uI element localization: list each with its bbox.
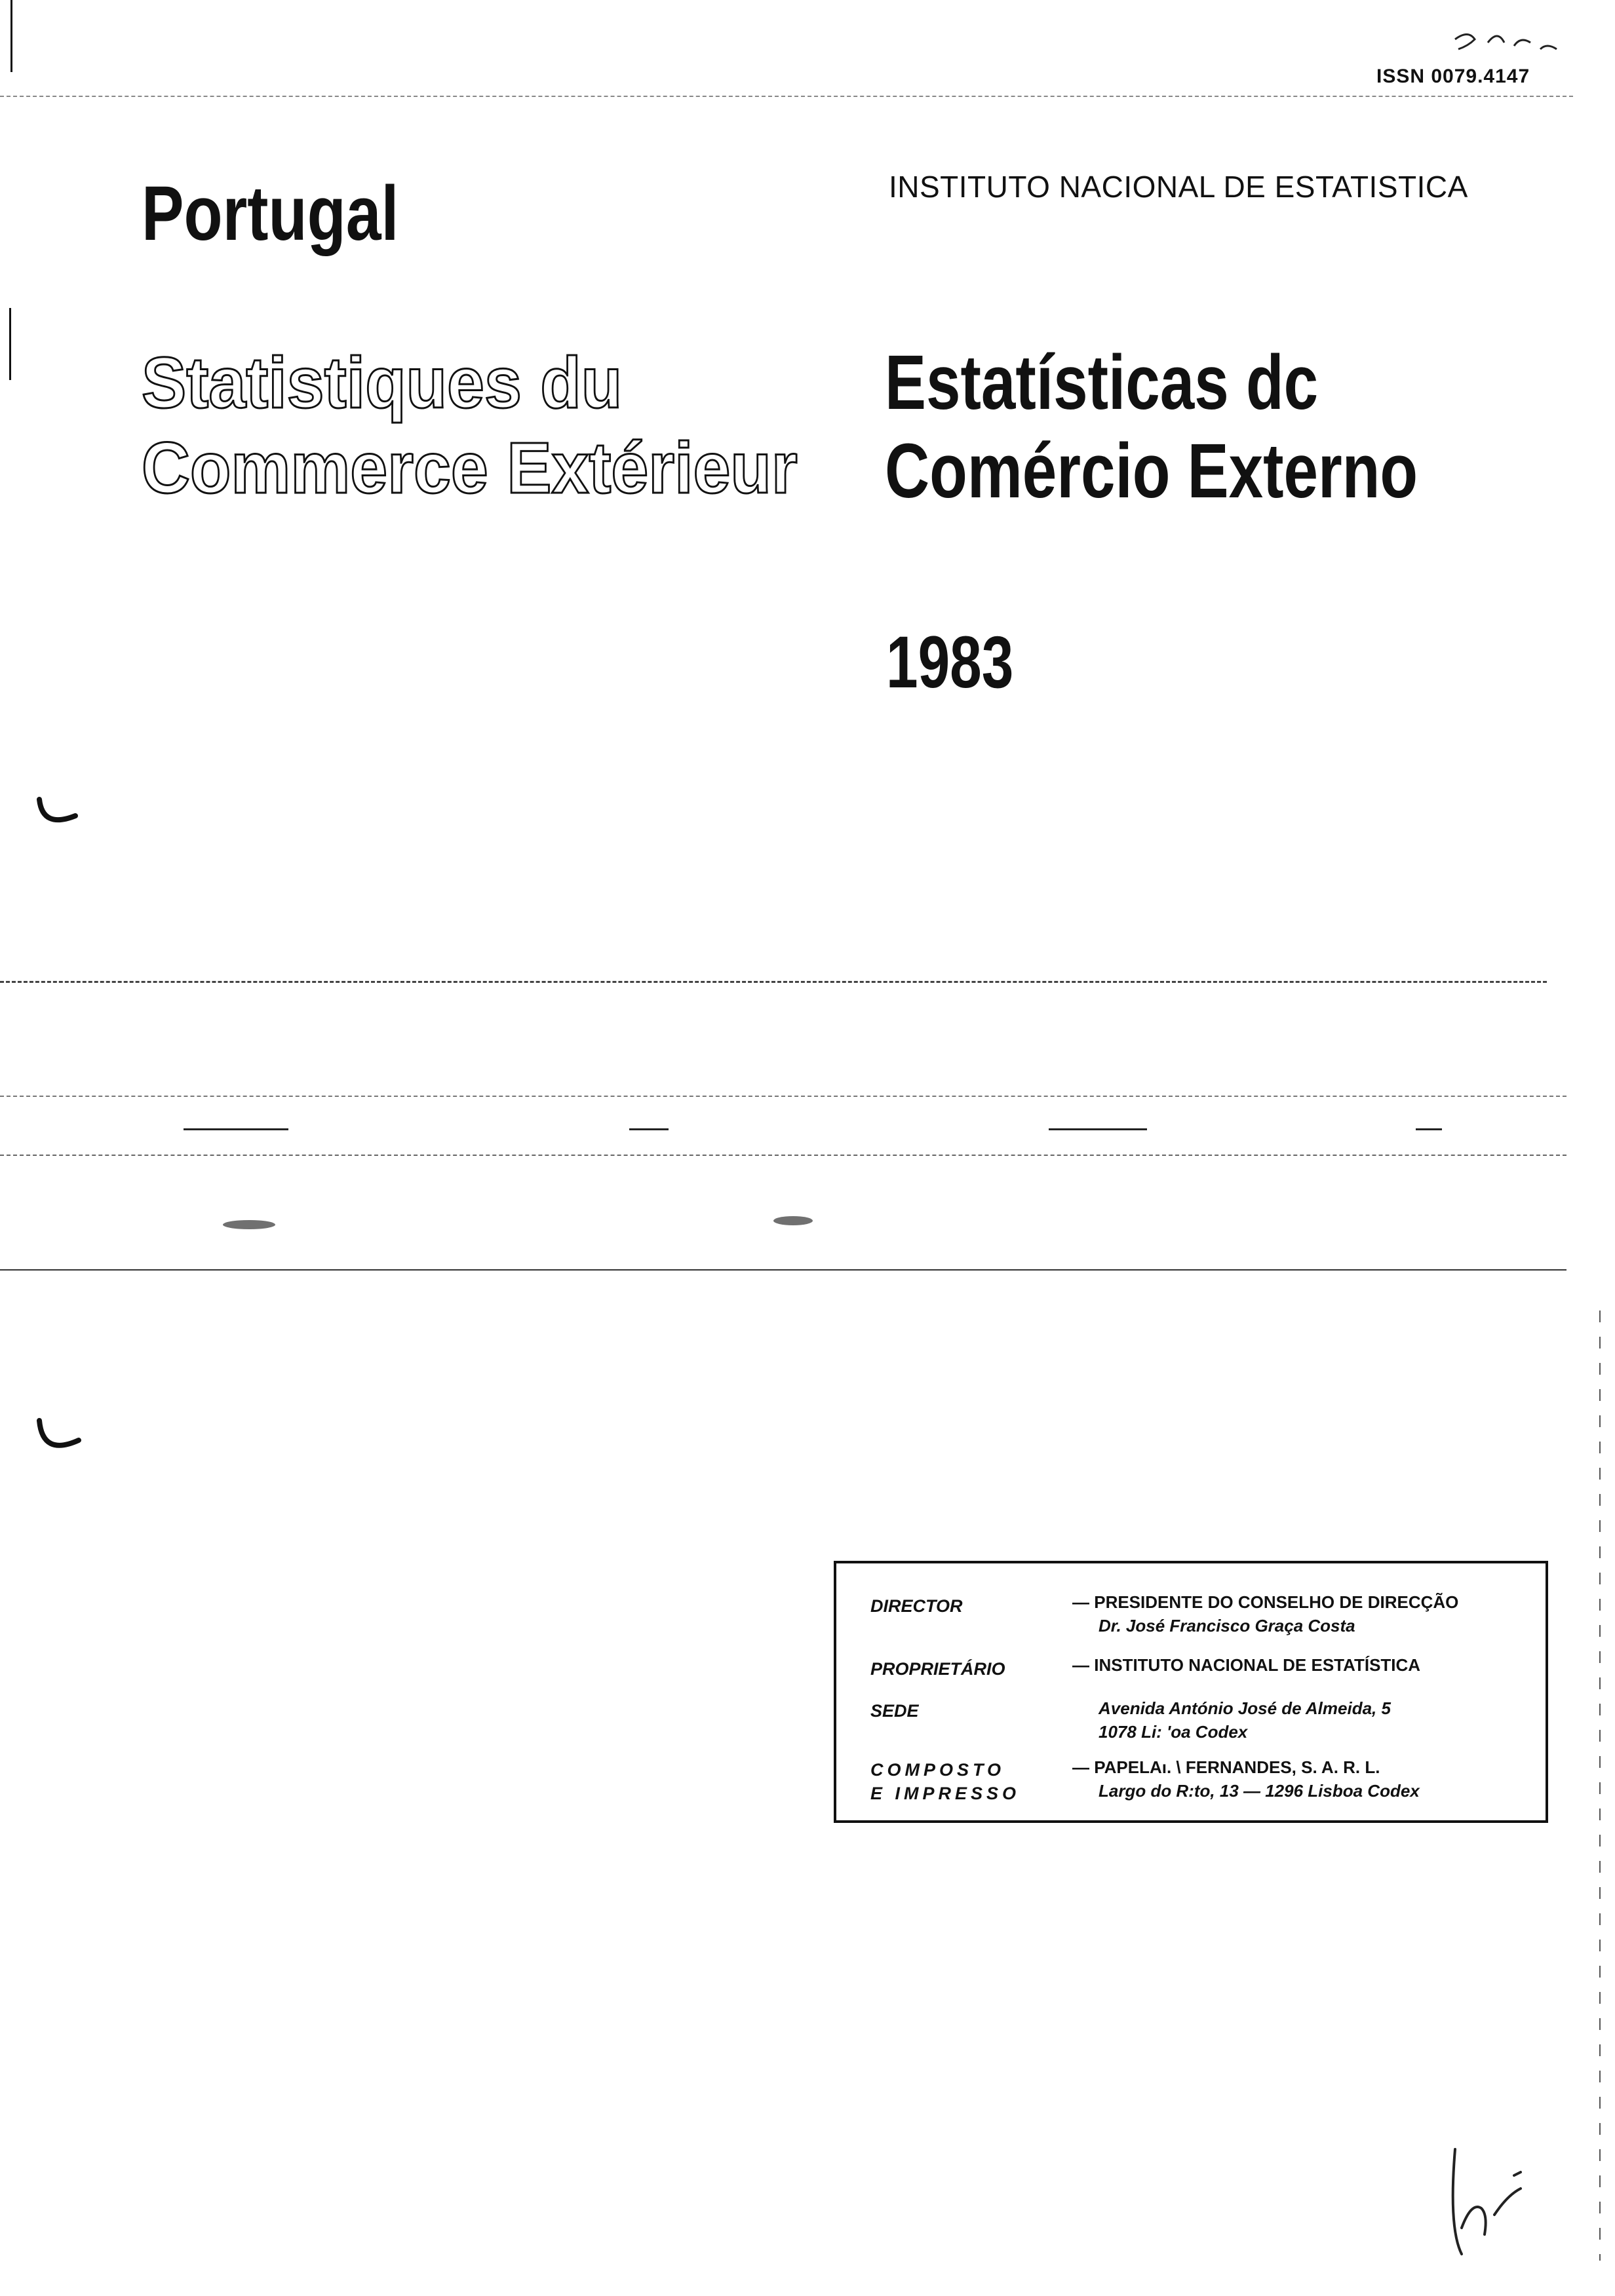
owner-label: PROPRIETÁRIO [870,1659,1005,1679]
handwritten-corner-note [1449,20,1593,66]
scan-dashed-rule [0,981,1547,983]
seat-address-line-2: 1078 Li: 'oa Codex [1099,1722,1248,1742]
director-value: — PRESIDENTE DO CONSELHO DE DIRECÇÃO [1072,1592,1459,1612]
director-label: DIRECTOR [870,1596,963,1616]
institute-name: INSTITUTO NACIONAL DE ESTATISTICA [889,170,1468,204]
portuguese-title-line-2: Comércio Externo [885,428,1418,514]
french-title-line-2: Commerce Extérieur [142,428,798,508]
issn-number: ISSN 0079.4147 [1376,66,1530,87]
printer-address: Largo do R:to, 13 — 1296 Lisboa Codex [1099,1781,1420,1801]
ink-smudge [773,1216,813,1225]
scan-edge-mark [10,0,12,72]
handwritten-mark [1429,2136,1547,2267]
scan-edge-mark [1599,1311,1601,2261]
imprint-box [834,1561,1548,1823]
scan-dashed-rule [0,1096,1566,1097]
ink-smudge [223,1220,275,1229]
printer-label-line-1: COMPOSTO [870,1760,1005,1780]
punch-hole-mark [33,1415,85,1468]
scan-rule [0,1269,1566,1271]
scan-rule [1049,1128,1147,1130]
country-name: Portugal [142,170,399,257]
scan-edge-mark [9,308,11,380]
scan-rule [629,1128,669,1130]
portuguese-title-line-1: Estatísticas dc [885,339,1319,426]
owner-value: — INSTITUTO NACIONAL DE ESTATÍSTICA [1072,1655,1421,1675]
printer-value: — PAPELAı. \ FERNANDES, S. A. R. L. [1072,1757,1380,1777]
seat-address-line-1: Avenida António José de Almeida, 5 [1099,1698,1391,1718]
publication-year: 1983 [886,621,1014,703]
scan-dashed-rule [0,96,1573,97]
director-name: Dr. José Francisco Graça Costa [1099,1616,1355,1636]
scan-dashed-rule [0,1155,1566,1156]
punch-hole-mark [33,793,85,839]
scan-rule [184,1128,288,1130]
seat-label: SEDE [870,1701,919,1721]
printer-label-line-2: E IMPRESSO [870,1784,1021,1803]
scan-rule [1416,1128,1442,1130]
french-title-line-1: Statistiques du [142,343,623,423]
